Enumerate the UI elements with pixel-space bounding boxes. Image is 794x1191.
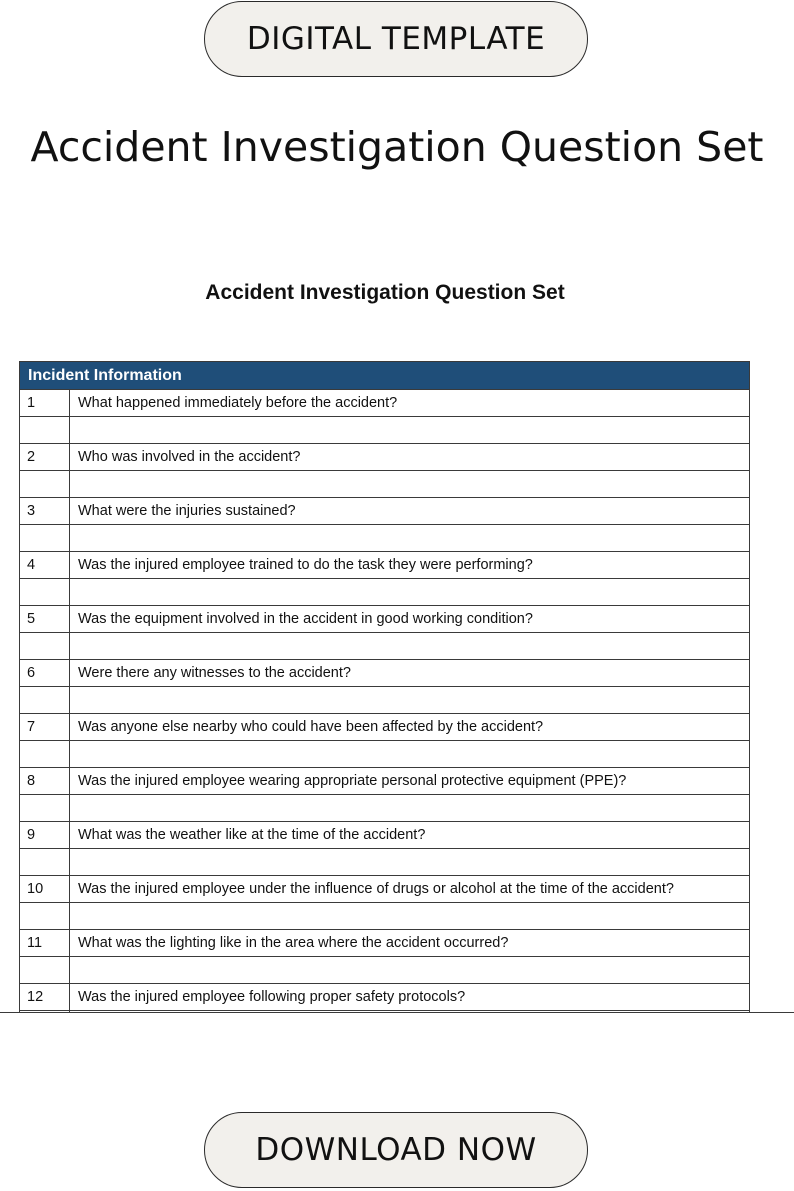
- question-row: [20, 822, 750, 849]
- answer-cell: [70, 849, 750, 876]
- question-row: [20, 714, 750, 741]
- digital-template-badge: DIGITAL TEMPLATE: [204, 1, 588, 77]
- question-row: [20, 552, 750, 579]
- question-number: 11: [20, 930, 70, 957]
- answer-number-cell: [20, 579, 70, 606]
- question-table-preview: [19, 361, 750, 1012]
- answer-cell: [70, 957, 750, 984]
- answer-number-cell: [20, 417, 70, 444]
- answer-row: [20, 417, 750, 444]
- answer-cell: [70, 525, 750, 552]
- question-number: 8: [20, 768, 70, 795]
- question-row: [20, 606, 750, 633]
- answer-row: [20, 687, 750, 714]
- question-list: [20, 390, 750, 1013]
- answer-number-cell: [20, 687, 70, 714]
- question-number: 3: [20, 498, 70, 525]
- answer-cell: [70, 741, 750, 768]
- answer-cell: [70, 903, 750, 930]
- question-text: Were there any witnesses to the accident?: [70, 660, 750, 687]
- section-header: Incident Information: [20, 362, 750, 390]
- question-number: 2: [20, 444, 70, 471]
- answer-number-cell: [20, 633, 70, 660]
- question-text: Was the equipment involved in the accident in good working condition?: [70, 606, 750, 633]
- question-number: 4: [20, 552, 70, 579]
- answer-row: [20, 579, 750, 606]
- question-row: [20, 390, 750, 417]
- answer-number-cell: [20, 795, 70, 822]
- question-number: 10: [20, 876, 70, 903]
- question-row: [20, 444, 750, 471]
- question-number: 7: [20, 714, 70, 741]
- answer-row: [20, 525, 750, 552]
- question-row: [20, 660, 750, 687]
- answer-number-cell: [20, 471, 70, 498]
- question-row: [20, 768, 750, 795]
- answer-number-cell: [20, 903, 70, 930]
- answer-cell: [70, 471, 750, 498]
- answer-cell: [70, 687, 750, 714]
- divider-line: [0, 1012, 794, 1013]
- answer-row: [20, 957, 750, 984]
- question-text: What were the injuries sustained?: [70, 498, 750, 525]
- answer-row: [20, 849, 750, 876]
- question-number: 9: [20, 822, 70, 849]
- question-number: 12: [20, 984, 70, 1011]
- question-text: What was the lighting like in the area where the accident occurred?: [70, 930, 750, 957]
- question-text: Who was involved in the accident?: [70, 444, 750, 471]
- answer-row: [20, 741, 750, 768]
- answer-number-cell: [20, 525, 70, 552]
- answer-number-cell: [20, 957, 70, 984]
- answer-row: [20, 795, 750, 822]
- answer-cell: [70, 579, 750, 606]
- question-text: What was the weather like at the time of the accident?: [70, 822, 750, 849]
- download-now-button[interactable]: DOWNLOAD NOW: [204, 1112, 588, 1188]
- answer-row: [20, 903, 750, 930]
- question-text: Was the injured employee trained to do the task they were performing?: [70, 552, 750, 579]
- answer-number-cell: [20, 849, 70, 876]
- question-table: [19, 361, 750, 1012]
- question-text: What happened immediately before the accident?: [70, 390, 750, 417]
- question-text: Was the injured employee under the influence of drugs or alcohol at the time of the accident?: [70, 876, 750, 903]
- question-row: [20, 984, 750, 1011]
- answer-cell: [70, 633, 750, 660]
- question-number: 1: [20, 390, 70, 417]
- page-title: Accident Investigation Question Set: [30, 123, 764, 171]
- question-text: Was the injured employee following proper safety protocols?: [70, 984, 750, 1011]
- document-title: Accident Investigation Question Set: [205, 281, 565, 304]
- question-row: [20, 498, 750, 525]
- answer-row: [20, 633, 750, 660]
- question-text: Was anyone else nearby who could have been affected by the accident?: [70, 714, 750, 741]
- answer-row: [20, 471, 750, 498]
- question-row: [20, 930, 750, 957]
- question-number: 6: [20, 660, 70, 687]
- answer-number-cell: [20, 741, 70, 768]
- question-text: Was the injured employee wearing appropriate personal protective equipment (PPE)?: [70, 768, 750, 795]
- question-row: [20, 876, 750, 903]
- answer-cell: [70, 795, 750, 822]
- question-number: 5: [20, 606, 70, 633]
- answer-cell: [70, 417, 750, 444]
